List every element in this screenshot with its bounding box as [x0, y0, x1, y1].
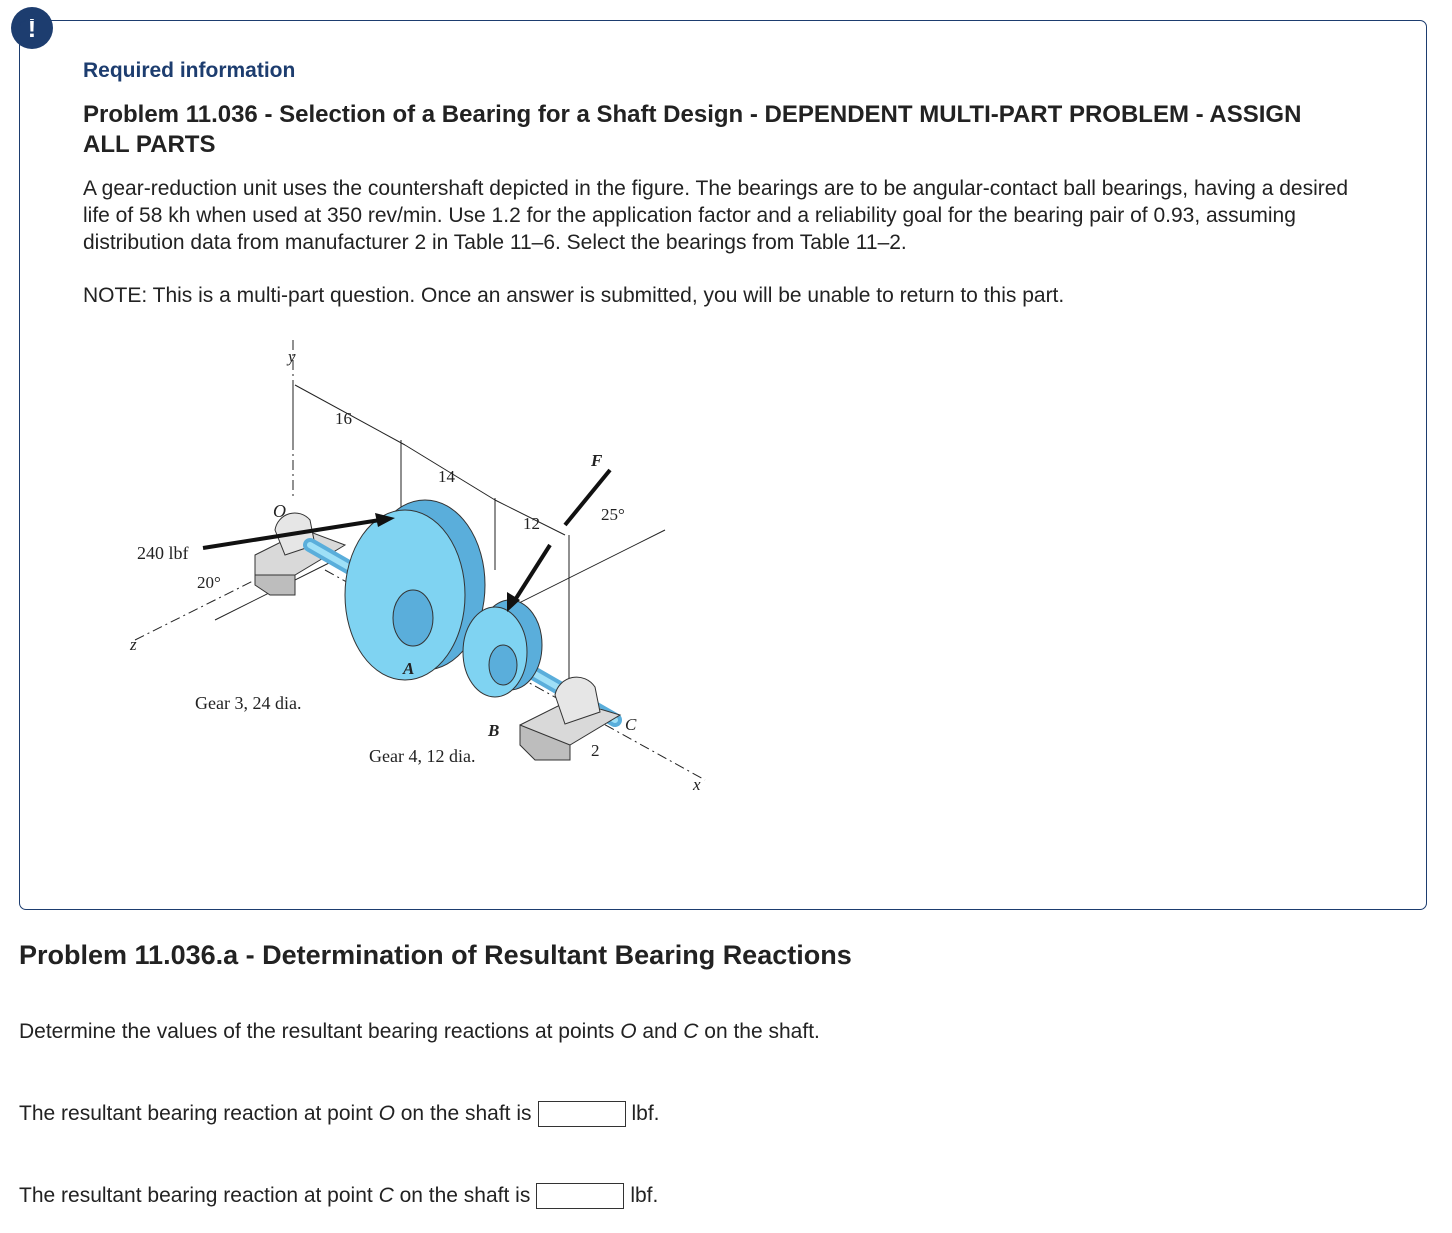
answer-row-c	[19, 1183, 658, 1209]
required-info-label: Required information	[83, 59, 296, 82]
reaction-c-input[interactable]	[536, 1183, 624, 1209]
point-c-label: C	[625, 715, 637, 734]
question-text: Determine the values of the resultant bearing reactions at points	[19, 1020, 615, 1043]
countershaft-figure	[125, 340, 765, 800]
answer-o-point: O	[378, 1102, 395, 1125]
dim-2: 2	[591, 741, 600, 760]
gear-4-label: Gear 4, 12 dia.	[369, 746, 476, 766]
alert-icon: !	[11, 7, 53, 49]
multi-part-note: NOTE: This is a multi-part question. Once an answer is submitted, you will be unable to return to this part.	[83, 284, 1065, 307]
answer-row-o	[19, 1101, 660, 1127]
point-b-label: B	[488, 721, 500, 740]
reaction-o-input[interactable]	[538, 1101, 626, 1127]
problem-statement: A gear-reduction unit uses the countershaft depicted in the figure. The bearings are to be angular-contact ball bearings, having a desired life of 58 kh when used at 350 rev/min. Use 1.2 for the application factor and a reliability goal for the bearing pair of 0.93, assuming distribution data from manufacturer 2 in Table 11–6. Select the bearings from Table 11–2.	[83, 177, 1349, 254]
answer-c-prefix: The resultant bearing reaction at point	[19, 1184, 373, 1207]
answer-c-point: C	[378, 1184, 394, 1207]
dim-12: 12	[523, 514, 540, 533]
y-axis-label: y	[288, 347, 296, 366]
answer-c-suffix: on the shaft is	[399, 1184, 531, 1207]
dim-14: 14	[438, 467, 455, 486]
gear-3-label: Gear 3, 24 dia.	[195, 693, 302, 713]
question-end: on the shaft.	[704, 1020, 820, 1043]
answer-o-unit: lbf.	[631, 1102, 660, 1125]
answer-o-suffix: on the shaft is	[400, 1102, 532, 1125]
point-o-label: O	[273, 501, 286, 521]
z-axis-label: z	[130, 635, 137, 654]
answer-o-prefix: The resultant bearing reaction at point	[19, 1102, 373, 1125]
bearing-c	[520, 677, 620, 760]
point-a-label: A	[403, 659, 415, 678]
part-a-question	[19, 1020, 820, 1044]
x-axis-label: x	[693, 775, 701, 794]
force-f-label: F	[591, 451, 603, 470]
question-and: and	[642, 1020, 678, 1043]
angle-25-label: 25°	[601, 505, 625, 524]
part-a-title: Problem 11.036.a - Determination of Resultant Bearing Reactions	[19, 940, 852, 970]
problem-title: Problem 11.036 - Selection of a Bearing for a Shaft Design - DEPENDENT MULTI-PART PROBLEM - ASSIGN ALL PARTS	[83, 101, 1302, 158]
question-point-c: C	[683, 1020, 699, 1043]
answer-c-unit: lbf.	[630, 1184, 659, 1207]
dim-16: 16	[335, 409, 352, 428]
angle-20-label: 20°	[197, 573, 221, 592]
force-240-label: 240 lbf	[137, 543, 189, 563]
question-point-o: O	[620, 1020, 637, 1043]
